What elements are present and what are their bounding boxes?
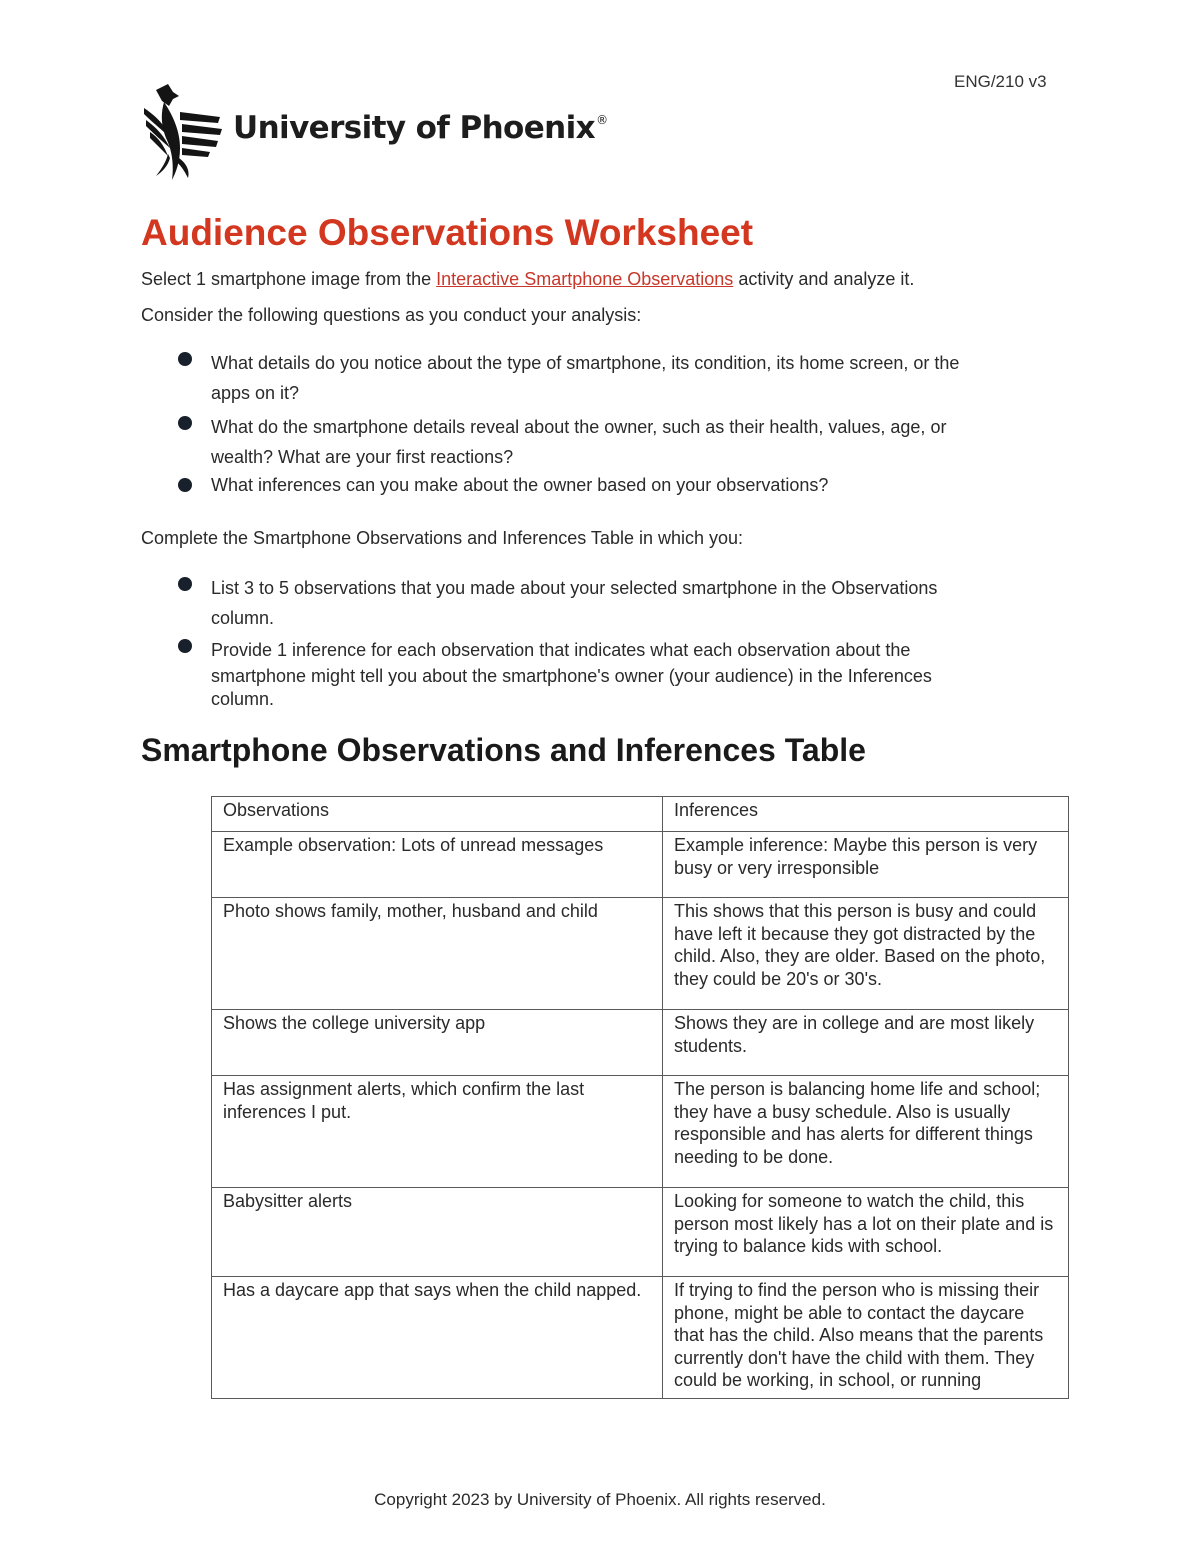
logo-wordmark: University of Phoenix® [233,110,608,146]
inference-cell: Looking for someone to watch the child, this person most likely has a lot on their plate and is trying to balance kids with school. [663,1188,1069,1277]
observation-cell: Babysitter alerts [212,1188,663,1277]
inference-cell: If trying to find the person who is missing their phone, might be able to contact the daycare that has the child. Also means that the parents currently don't have the child with them. They could be working, in school, or running [663,1277,1069,1399]
bullet-icon [178,416,192,430]
bullet-icon [178,352,192,366]
inference-cell: This shows that this person is busy and could have left it because they got distracted by the child. Also, they are older. Based on the photo, they could be 20's or 30's. [663,898,1069,1010]
inference-cell: Example inference: Maybe this person is very busy or very irresponsible [663,832,1069,898]
page-title: Audience Observations Worksheet [141,212,754,253]
bullet-icon [178,478,192,492]
copyright-footer: Copyright 2023 by University of Phoenix. All rights reserved. [374,1490,826,1509]
table-heading: Smartphone Observations and Inferences Table [141,732,866,768]
observation-cell: Has a daycare app that says when the child napped. [212,1277,663,1399]
observation-cell: Has assignment alerts, which confirm the last inferences I put. [212,1076,663,1188]
observation-cell: Example observation: Lots of unread messages [212,832,663,898]
table-row [212,1076,1069,1188]
observation-cell: Shows the college university app [212,1010,663,1076]
course-code: ENG/210 v3 [954,72,1047,91]
table-header-row [212,797,1069,832]
intro-select-text: Select 1 smartphone image from the Interactive Smartphone Observations activity and analyze it. [141,269,915,289]
complete-intro-text: Complete the Smartphone Observations and Inferences Table in which you: [141,528,744,548]
intro-consider-text: Consider the following questions as you conduct your analysis: [141,305,642,325]
table-row [212,1010,1069,1076]
table-row [212,1277,1069,1399]
interactive-smartphone-link[interactable]: Interactive Smartphone Observations [436,269,734,289]
bullet-icon [178,577,192,591]
observation-cell: Photo shows family, mother, husband and child [212,898,663,1010]
inference-cell: The person is balancing home life and school; they have a busy schedule. Also is usually responsible and has alerts for different things needing to be done. [663,1076,1069,1188]
observations-table [211,796,1069,1399]
column-header-observations: Observations [212,797,663,832]
table-row [212,898,1069,1010]
table-row [212,1188,1069,1277]
inference-cell: Shows they are in college and are most likely students. [663,1010,1069,1076]
column-header-inferences: Inferences [663,797,1069,832]
table-row [212,832,1069,898]
bullet-icon [178,639,192,653]
